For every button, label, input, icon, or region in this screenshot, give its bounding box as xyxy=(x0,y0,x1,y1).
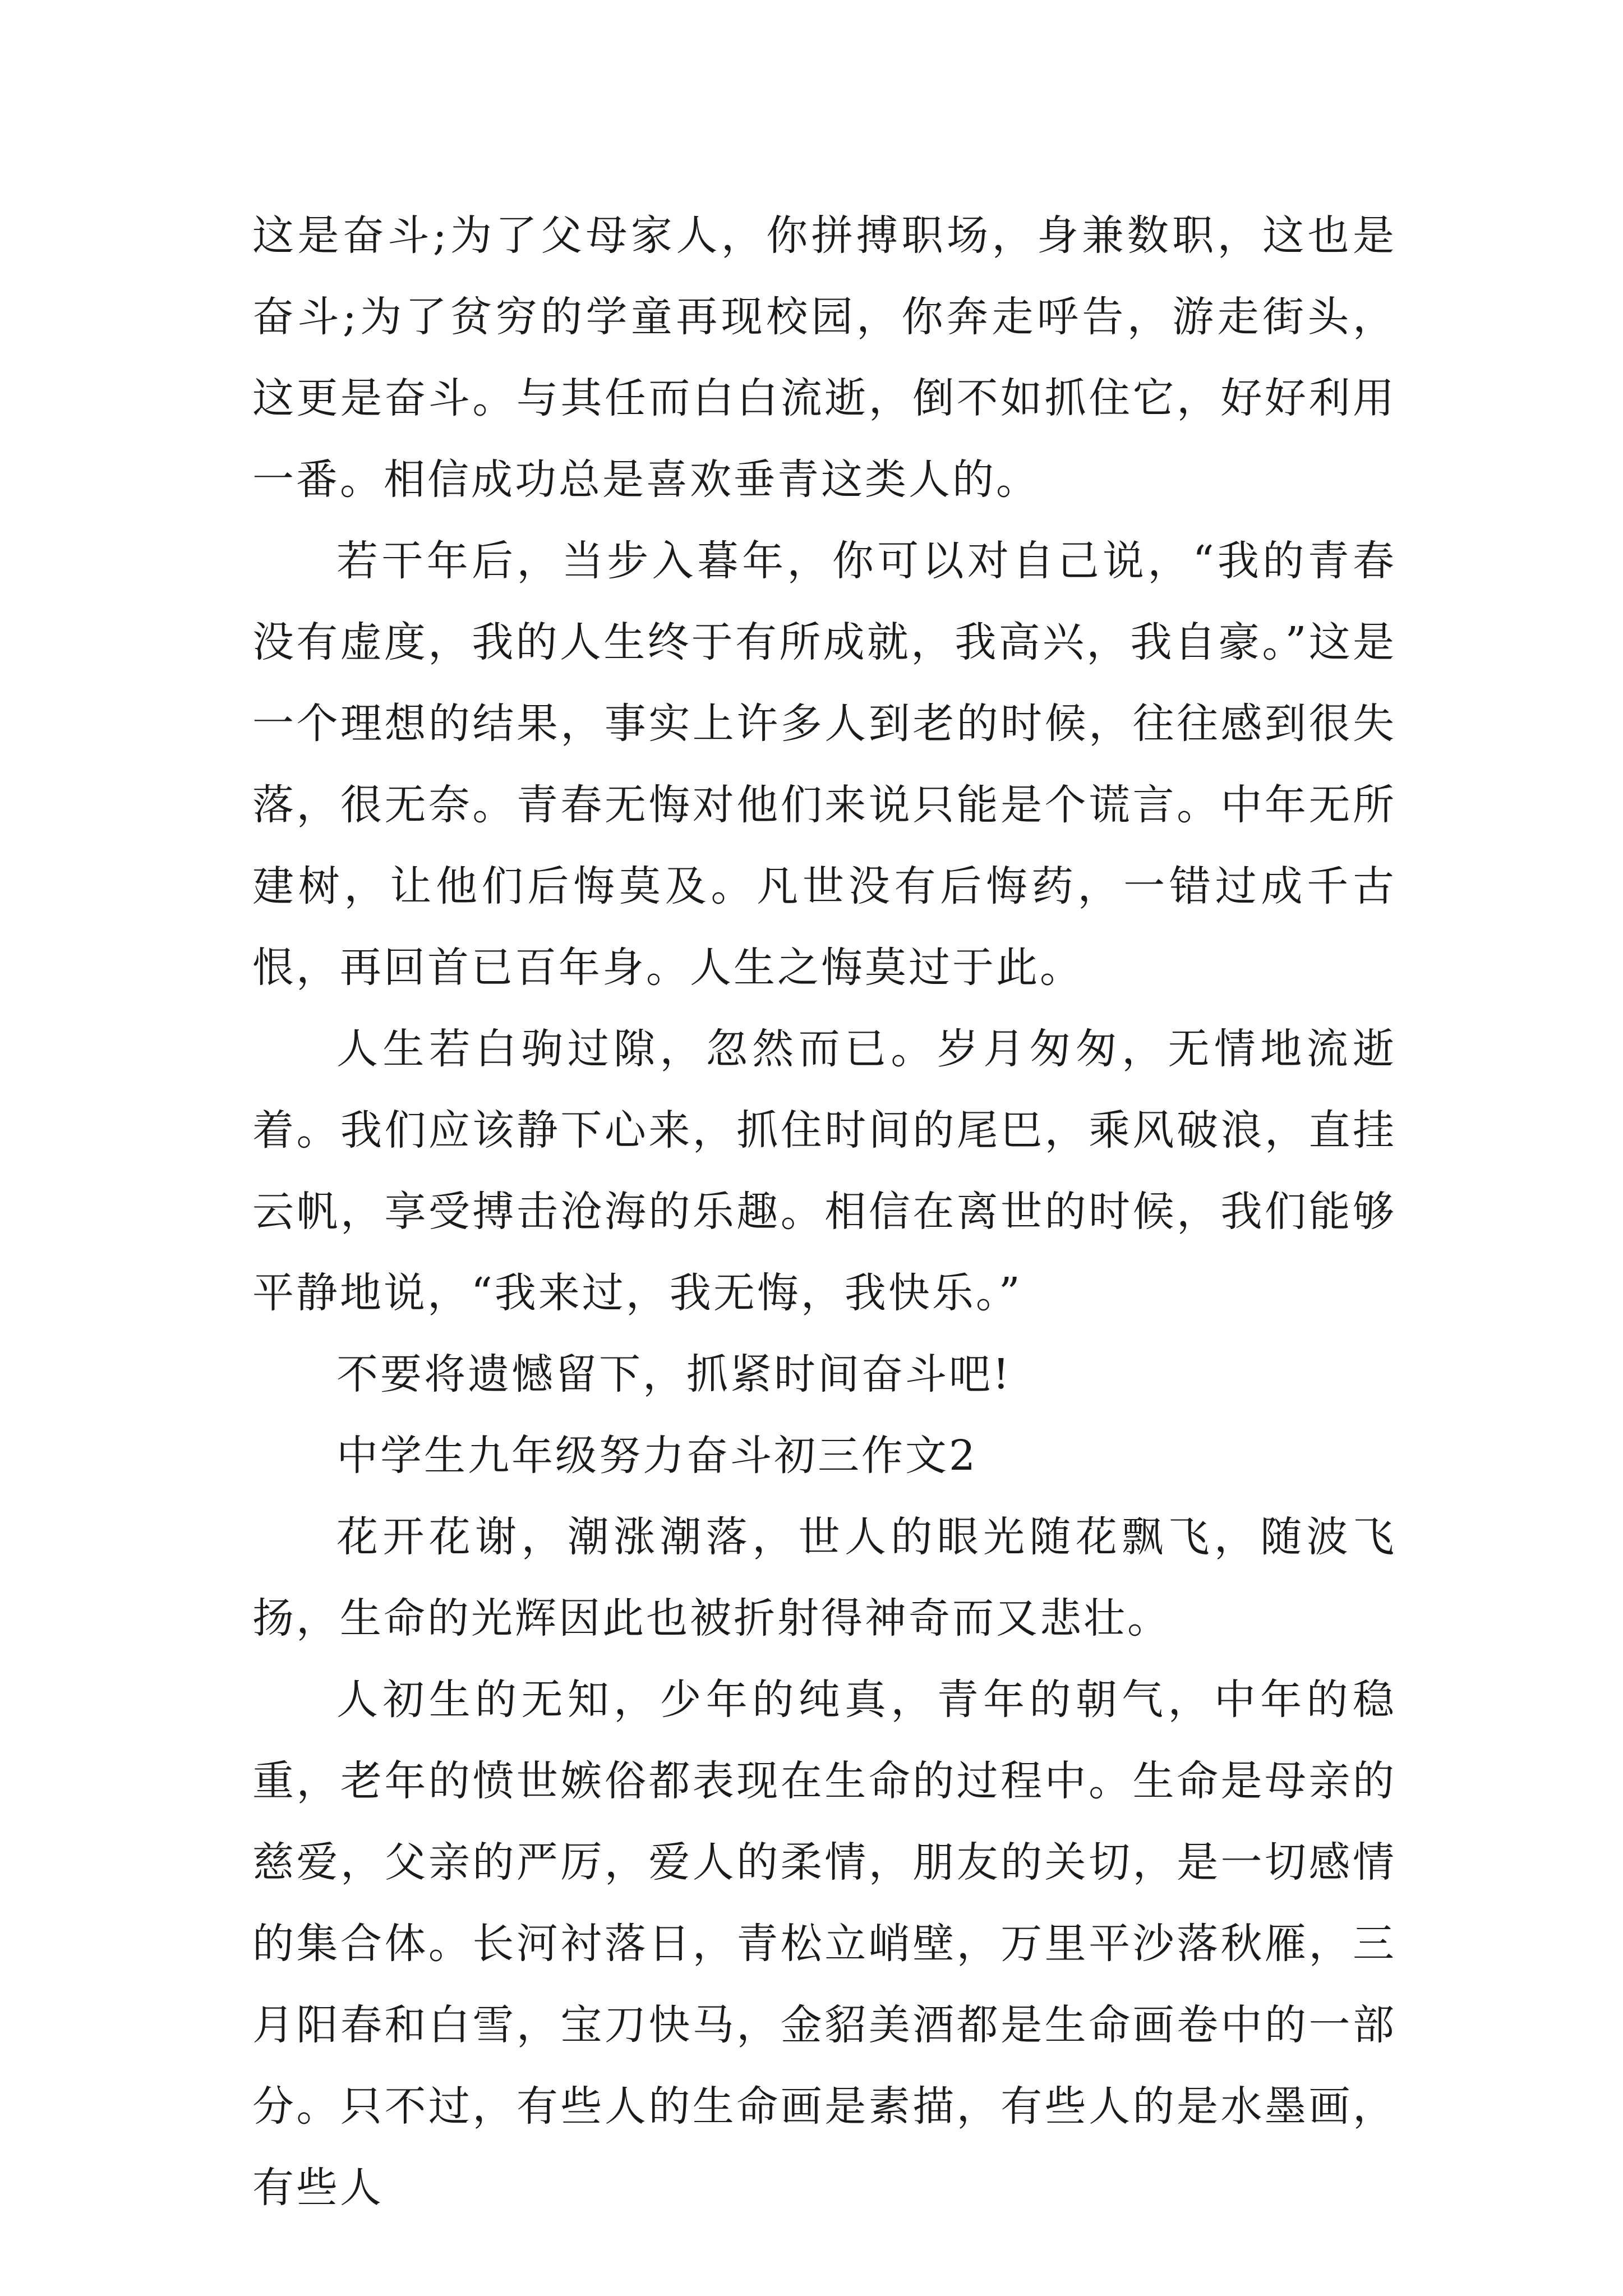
paragraph-1: 这是奋斗;为了父母家人，你拼搏职场，身兼数职，这也是奋斗;为了贫穷的学童再现校园，你奔走呼告，游走街头，这更是奋斗。与其任而白白流逝，倒不如抓住它，好好利用一番。相信成功总是喜欢垂青这类人的。 xyxy=(252,211,1396,504)
paragraph-2: 若干年后，当步入暮年，你可以对自己说，“我的青春没有虚度，我的人生终于有所成就，我高兴，我自豪。”这是一个理想的结果，事实上许多人到老的时候，往往感到很失落，很无奈。青春无悔对他们来说只能是个谎言。中年无所建树，让他们后悔莫及。凡世没有后悔药，一错过成千古恨，再回首已百年身。人生之悔莫过于此。 xyxy=(252,537,1396,992)
paragraph-4: 不要将遗憾留下，抓紧时间奋斗吧! xyxy=(336,1350,1012,1398)
paragraph-3: 人生若白驹过隙，忽然而已。岁月匆匆，无情地流逝着。我们应该静下心来，抓住时间的尾巴，乘风破浪，直挂云帆，享受搏击沧海的乐趣。相信在离世的时候，我们能够平静地说，“我来过，我无悔，我快乐。” xyxy=(252,1025,1396,1317)
paragraph-6: 人初生的无知，少年的纯真，青年的朝气，中年的稳重，老年的愤世嫉俗都表现在生命的过程中。生命是母亲的慈爱，父亲的严厉，爱人的柔情，朋友的关切，是一切感情的集合体。长河衬落日，青松立峭壁，万里平沙落秋雁，三月阳春和白雪，宝刀快马，金貂美酒都是生命画卷中的一部分。只不过，有些人的生命画是素描，有些人的是水墨画，有些人 xyxy=(252,1676,1396,2212)
document-body xyxy=(252,195,1396,2229)
paragraph-5: 花开花谢，潮涨潮落，世人的眼光随花飘飞，随波飞扬，生命的光辉因此也被折射得神奇而又悲壮。 xyxy=(252,1513,1396,1642)
section-heading: 中学生九年级努力奋斗初三作文2 xyxy=(336,1432,978,1480)
